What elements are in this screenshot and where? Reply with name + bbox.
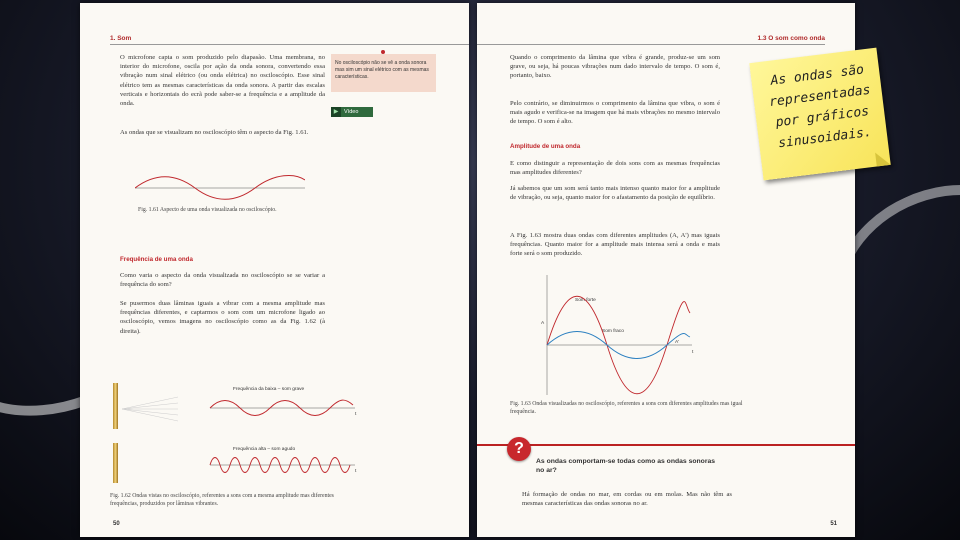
fig163-caption: Fig. 1.63 Ondas visualizadas no osciloscópio, referentes a sons com diferentes amplitudes mas igual frequência. — [510, 401, 743, 415]
side-note: No osciloscópio não se vê a onda sonora mas sim um sinal elétrico com as mesmas características. — [331, 54, 436, 92]
video-icon: ▶ — [331, 107, 341, 117]
fig161-caption: Fig. 1.61 Aspecto de uma onda visualizada no osciloscópio. — [138, 207, 277, 213]
sticky-note-text: As ondas são representadas por gráficos sinusoidais. — [768, 62, 873, 152]
right-paragraph-6: Há formação de ondas no mar, em cordas ou em molas. Mas não têm as mesmas características das ondas sonoras no ar. — [522, 491, 732, 508]
left-paragraph-1: O microfone capta o som produzido pelo diapasão. Uma membrana, no interior do microfone, oscila por ação da onda sonora, convertendo essa vibração num sinal elétrico (ou onda elétrica) no osciloscópio. Esse sinal elétrico tem as mesmas características da onda sonora. A partir das escalas verticais e horizontais do ecrã pode saber-se a frequência e a amplitude da onda. — [120, 54, 325, 108]
figure-1-63 — [532, 275, 702, 400]
right-paragraph-4: Já sabemos que um som será tanto mais intenso quanto maior for a amplitude de vibração, ou seja, quanto maior for o afastamento da posição de equilíbrio. — [510, 185, 720, 202]
fig163-axis-t: t — [692, 350, 694, 355]
right-paragraph-1: Quando o comprimento da lâmina que vibra é grande, produz-se um som grave, ou seja, há poucas vibrações num dado intervalo de tempo. O som é, portanto, baixo. — [510, 54, 720, 80]
vibrating-blade-high — [113, 443, 118, 483]
right-paragraph-5: A Fig. 1.63 mostra duas ondas com diferentes amplitudes (A, A') mas iguais frequências. Quanto maior for a amplitude mais intensa será a onda e mais forte será o som produzido. — [510, 232, 720, 258]
left-page-number: 50 — [113, 521, 120, 527]
figure-1-61 — [135, 168, 305, 208]
left-page-header: 1. Som — [110, 35, 132, 42]
vibrating-blade-low — [113, 383, 118, 429]
question-mark-icon: ? — [507, 437, 531, 461]
right-paragraph-3: E como distinguir a representação de dois sons com as mesmas frequências mas amplitudes diferentes? — [510, 160, 720, 177]
sticky-note — [749, 48, 890, 181]
fig163-label-A: A — [541, 321, 545, 326]
video-label: Vídeo — [344, 109, 359, 115]
right-paragraph-2: Pelo contrário, se diminuirmos o comprimento da lâmina que vibra, o som é mais agudo e verifica-se na imagem que há mais vibrações no mesmo intervalo de tempo. O som é alto. — [510, 100, 720, 126]
left-paragraph-4: Se pusermos duas lâminas iguais a vibrar com a mesma amplitude mas frequências diferentes, e captarmos o som com um microfone ligado ao osciloscópio, vemos imagens no osciloscópio como as da Fig. 1.62 (à direita). — [120, 300, 325, 335]
fig161-wave — [135, 175, 305, 199]
right-header-rule — [477, 44, 825, 45]
fig163-label-A2: A' — [675, 340, 680, 345]
left-section-title: Frequência de uma onda — [120, 256, 193, 263]
left-paragraph-3: Como varia o aspecto da onda visualizada no osciloscópio se se variar a frequência do som? — [120, 272, 325, 289]
fig162-low-label: Frequência da baixa – som grave — [233, 387, 305, 392]
fig162-high-label: Frequência alta – som agudo — [233, 447, 296, 452]
fig163-label-weak: Som fraco — [602, 329, 624, 334]
fig162-high-axis-t: t — [355, 469, 357, 474]
left-paragraph-2: As ondas que se visualizam no osciloscópio têm o aspecto da Fig. 1.61. — [120, 129, 309, 136]
fig163-label-strong: Som forte — [575, 298, 596, 303]
sticky-note-fold — [875, 151, 891, 167]
video-button[interactable] — [331, 107, 373, 117]
right-section-title: Amplitude de uma onda — [510, 143, 581, 150]
question-heading: As ondas comportam-se todas como as ondas sonoras no ar? — [536, 458, 716, 474]
sound-ripple-icon — [120, 391, 180, 427]
right-page-number: 51 — [830, 521, 837, 527]
left-header-rule — [110, 44, 469, 45]
figure-1-62 — [205, 383, 365, 483]
fig162-low-axis-t: t — [355, 412, 357, 417]
question-divider — [477, 444, 855, 446]
right-page-header: 1.3 O som como onda — [757, 35, 825, 42]
fig162-caption: Fig. 1.62 Ondas vistas no osciloscópio, referentes a sons com a mesma amplitude mas diferentes frequências, produzidos por lâminas vibrantes. — [110, 493, 334, 507]
